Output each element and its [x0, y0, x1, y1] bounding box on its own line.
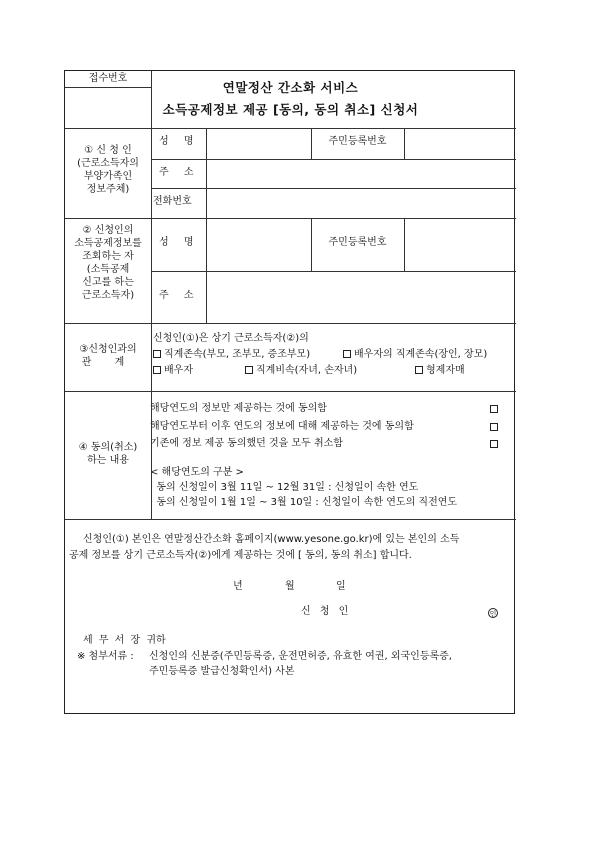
- declaration-line1: 신청인(①) 본인은 연말정산간소화 홈페이지(www.yesone.go.kr)에 있는 본인의 소득: [83, 534, 460, 545]
- checkbox[interactable]: [153, 366, 161, 374]
- consent-checkbox-3[interactable]: [490, 440, 498, 448]
- label-line: ④ 동의(취소): [78, 442, 138, 453]
- applicant-rrn-label: 주민등록번호: [328, 136, 387, 147]
- label-line: ③신청인과의: [79, 344, 137, 355]
- consent-checkbox-1[interactable]: [490, 405, 498, 413]
- form-title-line1: 연말정산 간소화 서비스: [222, 80, 359, 95]
- label-line: (소득공제: [86, 264, 130, 275]
- year-classification-heading: < 해당연도의 구분 >: [150, 467, 244, 478]
- divider: [65, 519, 516, 520]
- label-line: 부양가족인: [83, 171, 133, 182]
- consent-item-current-year: 해당연도의 정보만 제공하는 것에 동의함: [150, 403, 327, 414]
- label-line: 하는 내용: [87, 455, 129, 466]
- checkbox[interactable]: [245, 366, 253, 374]
- opt-direct-ascendant[interactable]: [153, 349, 310, 361]
- label-line: 소득공제정보를: [74, 238, 142, 249]
- date-day-label: 일: [336, 581, 346, 592]
- consent-section-label: [65, 441, 151, 467]
- applicant-section-label: [65, 144, 151, 196]
- applicant-sign-label: 신 청 인: [301, 606, 352, 617]
- divider: [65, 323, 516, 324]
- option-label: 직계비속(자녀, 손자녀): [256, 365, 358, 376]
- divider: [151, 128, 152, 519]
- year-rule-2: · 동의 신청일이 1월 1일 ~ 3월 10일 : 신청일이 속한 연도의 직전연도: [150, 497, 458, 508]
- opt-spouse[interactable]: [153, 365, 193, 377]
- applicant-name-label: 성 명: [159, 136, 200, 147]
- inquirer-name-field[interactable]: [208, 223, 311, 268]
- divider: [404, 128, 405, 159]
- label-line: (근로소득자의: [77, 158, 139, 169]
- inquirer-rrn-label: 주민등록번호: [328, 237, 387, 248]
- attachment-line2: 주민등록증 발급신청확인서) 사본: [149, 666, 295, 677]
- inquirer-section-label: [65, 224, 151, 302]
- divider: [311, 218, 312, 271]
- divider: [206, 128, 207, 323]
- opt-descendant[interactable]: [245, 365, 357, 377]
- option-label: 직계존속(부모, 조부모, 증조부모): [164, 349, 311, 360]
- inquirer-rrn-field[interactable]: [405, 223, 515, 268]
- form-title-line2: 소득공제정보 제공 [동의, 동의 취소] 신청서: [162, 102, 419, 117]
- divider: [65, 218, 516, 219]
- divider: [311, 128, 312, 159]
- divider: [65, 391, 516, 392]
- consent-item-cancel-all: 기존에 정보 제공 동의했던 것을 모두 취소함: [150, 438, 343, 449]
- inquirer-address-label: 주 소: [159, 290, 200, 301]
- checkbox[interactable]: [343, 350, 351, 358]
- applicant-phone-field[interactable]: [208, 191, 514, 215]
- checkbox[interactable]: [153, 350, 161, 358]
- label-line: 근로소득자): [81, 290, 135, 301]
- applicant-address-label: 주 소: [159, 167, 200, 178]
- consent-item-future-years: 해당연도부터 이후 연도의 정보에 대해 제공하는 것에 동의함: [150, 421, 414, 432]
- option-label: 배우자: [164, 365, 193, 376]
- applicant-name-field[interactable]: [208, 133, 311, 155]
- option-label: 배우자의 직계존속(장인, 장모): [354, 349, 488, 360]
- label-line: 조회하는 자: [82, 251, 134, 262]
- relationship-intro: 신청인(①)은 상기 근로소득자(②)의: [153, 333, 309, 344]
- attachment-label: ※ 첨부서류 :: [77, 651, 134, 662]
- divider: [65, 128, 516, 129]
- applicant-rrn-field[interactable]: [405, 133, 515, 155]
- date-month-label: 월: [285, 581, 295, 592]
- attachment-line1: 신청인의 신분증(주민등록증, 운전면허증, 유효한 여권, 외국인등록증,: [149, 651, 452, 662]
- divider: [404, 218, 405, 271]
- label-line: 정보주체): [86, 184, 130, 195]
- label-line: ① 신 청 인: [84, 145, 132, 156]
- relationship-section-label: [65, 343, 151, 369]
- option-label: 형제자매: [426, 365, 465, 376]
- checkbox[interactable]: [415, 366, 423, 374]
- addressee: 세 무 서 장 귀하: [83, 635, 166, 646]
- inquirer-address-field[interactable]: [208, 275, 514, 320]
- label-line: ② 신청인의: [82, 225, 134, 236]
- divider: [151, 71, 152, 128]
- year-rule-1: · 동의 신청일이 3월 11일 ~ 12월 31일 : 신청일이 속한 연도: [150, 482, 419, 493]
- opt-spouse-ascendant[interactable]: [343, 349, 487, 361]
- declaration-line2: 공제 정보를 상기 근로소득자(②)에게 제공하는 것에 [ 동의, 동의 취소] 합니다.: [69, 550, 412, 561]
- application-form: [64, 70, 515, 714]
- label-line: 관 계: [81, 357, 135, 368]
- opt-sibling[interactable]: [415, 365, 465, 377]
- label-line: 신고를 하는: [82, 277, 134, 288]
- seal-icon: 인: [489, 610, 497, 618]
- inquirer-name-label: 성 명: [159, 237, 200, 248]
- receipt-number-label: 접수번호: [88, 73, 128, 84]
- date-year-label: 년: [233, 581, 243, 592]
- applicant-address-field[interactable]: [208, 163, 514, 185]
- applicant-phone-label: 전화번호: [153, 196, 192, 207]
- consent-checkbox-2[interactable]: [490, 423, 498, 431]
